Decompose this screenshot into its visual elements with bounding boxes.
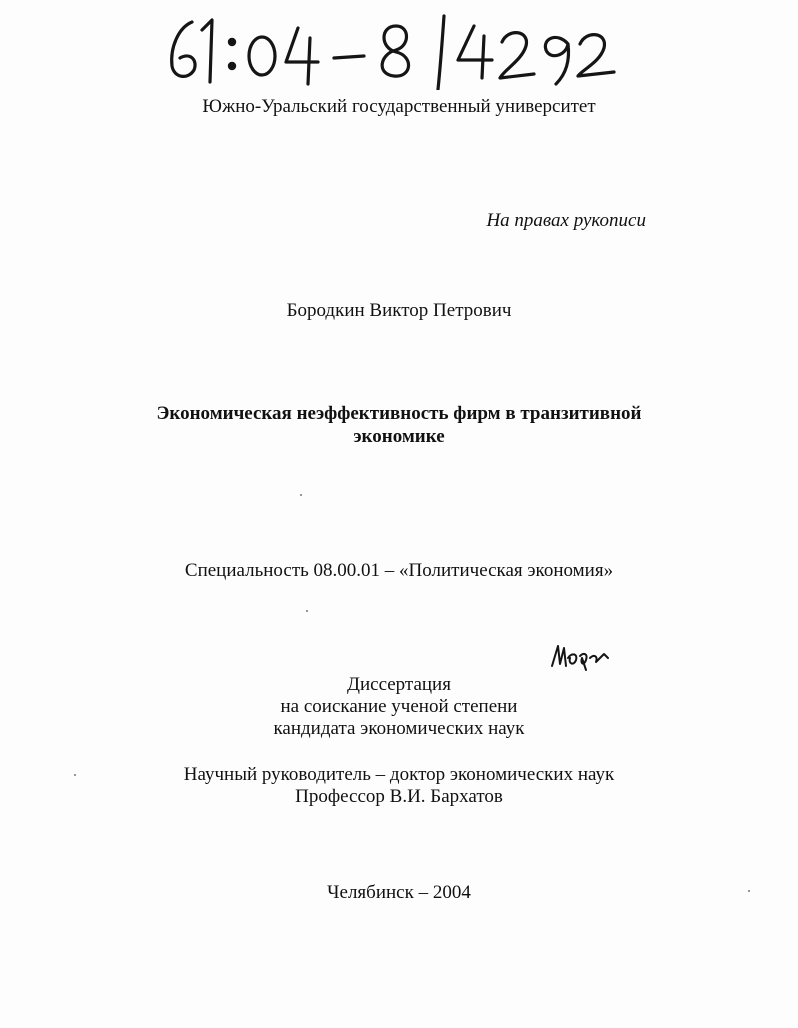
specialty: Специальность 08.00.01 – «Политическая экономия» xyxy=(184,560,614,581)
university-name: Южно-Уральский государственный университет xyxy=(202,96,596,117)
dissertation-title-line-2: экономике xyxy=(353,426,445,447)
handwritten-shelfmark xyxy=(158,4,628,90)
degree-line-2: на соискание ученой степени xyxy=(280,696,518,717)
city-year: Челябинск – 2004 xyxy=(327,882,471,903)
degree-line-1: Диссертация xyxy=(347,674,451,695)
manuscript-note: На правах рукописи xyxy=(486,210,646,231)
scan-speck xyxy=(748,890,750,892)
scan-speck xyxy=(306,610,308,612)
scan-speck xyxy=(74,774,76,776)
supervisor-line-2: Профессор В.И. Бархатов xyxy=(295,786,503,807)
degree-line-3: кандидата экономических наук xyxy=(273,718,525,739)
scan-speck xyxy=(300,494,302,496)
supervisor-line-1: Научный руководитель – доктор экономических наук xyxy=(183,764,615,785)
handwritten-signature xyxy=(548,640,612,674)
dissertation-title-line-1: Экономическая неэффективность фирм в транзитивной xyxy=(156,403,642,424)
author-name: Бородкин Виктор Петрович xyxy=(286,300,512,321)
